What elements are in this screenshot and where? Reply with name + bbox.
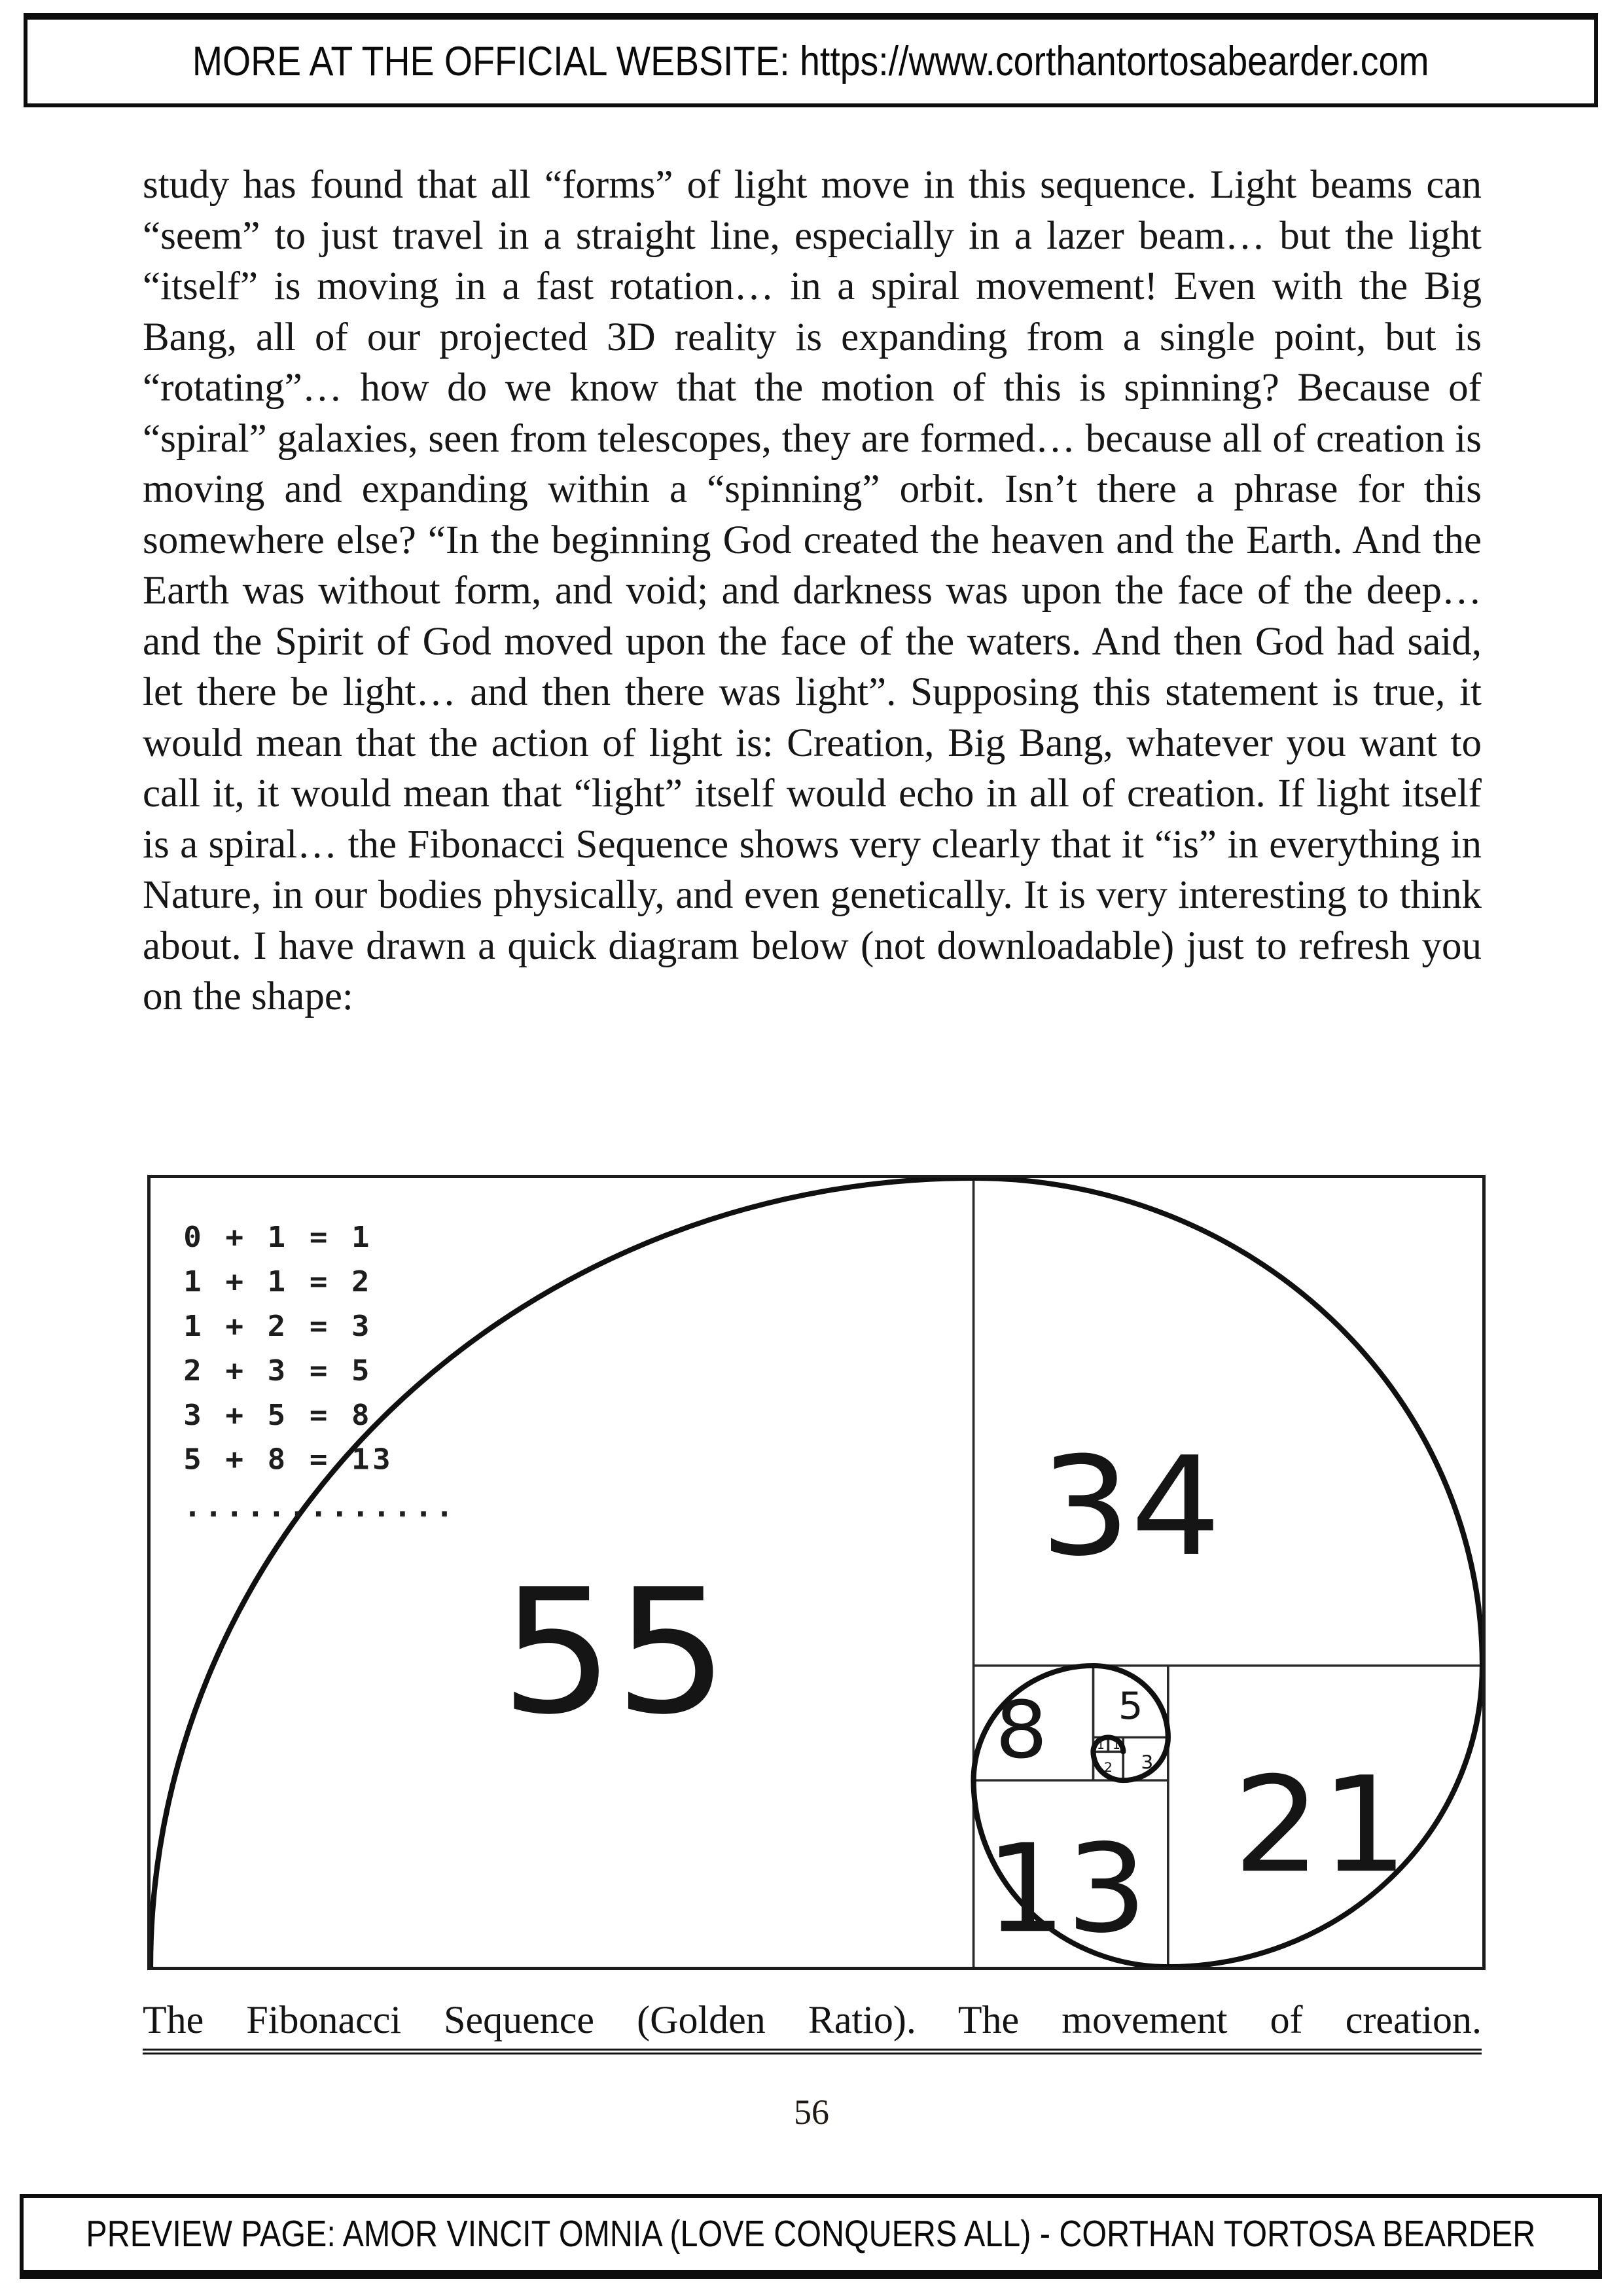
square-label-3: 3 — [1141, 1751, 1154, 1774]
equation-line: 5 + 8 = 13 — [183, 1442, 394, 1477]
square-label-5: 5 — [1118, 1684, 1143, 1728]
footer-banner — [20, 2194, 1602, 2279]
square-label-13: 13 — [985, 1818, 1147, 1960]
square-label-21: 21 — [1233, 1748, 1408, 1903]
square-label-55: 55 — [500, 1552, 729, 1753]
square-label-8: 8 — [995, 1685, 1048, 1777]
equation-line: 2 + 3 = 5 — [183, 1353, 373, 1388]
body-paragraph: study has found that all “forms” of light move in this sequence. Light beams can “seem” to just travel in a straight line, especially in a lazer beam… but the light “itself” is moving in a fast rotation… in a spiral movement! Even with the Big Bang, all of our projected 3D reality is expanding from a single point, but is “rotating”… how do we know that the motion of this is spinning? Because of “spiral” galaxies, seen from telescopes, they are formed… because all of creation is moving and expanding within a “spinning” orbit. Isn’t there a phrase for this somewhere else? “In the beginning God created the heaven and the Earth. And the Earth was without form, and void; and darkness was upon the face of the deep… and the Spirit of God moved upon the face of the waters. And then God had said, let there be light… and then there was light”. Supposing this statement is true, it would mean that the action of light is: Creation, Big Bang, whatever you want to call it, it would mean that “light” itself would echo in all of creation. If light itself is a spiral… the Fibonacci Sequence shows very clearly that it “is” in everything in Nature, in our bodies physically, and even genetically. It is very interesting to think about. I have drawn a quick diagram below (not downloadable) just to refresh you on the shape: — [143, 163, 1482, 1018]
website-banner-text: MORE AT THE OFFICIAL WEBSITE: https://www.corthantortosabearder.com — [192, 39, 1429, 84]
square-label-2: 2 — [1103, 1759, 1113, 1775]
page-number: 56 — [794, 2092, 829, 2132]
square-label-1: 1 — [1097, 1738, 1105, 1752]
fibonacci-diagram — [147, 1175, 1486, 1970]
equation-line: 1 + 1 = 2 — [183, 1264, 373, 1299]
diagram-caption: The Fibonacci Sequence (Golden Ratio). The movement of creation. — [143, 1996, 1482, 2054]
square-label-34: 34 — [1040, 1428, 1221, 1587]
equation-line: 1 + 2 = 3 — [183, 1308, 373, 1343]
fibonacci-square-labels — [500, 1428, 1408, 1960]
preview-banner-text: PREVIEW PAGE: AMOR VINCIT OMNIA (LOVE CONQUERS ALL) - CORTHAN TORTOSA BEARDER — [86, 2213, 1536, 2255]
fibonacci-diagram-svg — [151, 1178, 1482, 1967]
square-label-1: 1 — [1113, 1738, 1120, 1752]
header-banner — [24, 13, 1598, 107]
equation-dots: ............. — [183, 1489, 457, 1524]
fibonacci-equations — [183, 1220, 456, 1524]
equation-line: 0 + 1 = 1 — [183, 1220, 373, 1254]
equation-line: 3 + 5 = 8 — [183, 1397, 373, 1432]
